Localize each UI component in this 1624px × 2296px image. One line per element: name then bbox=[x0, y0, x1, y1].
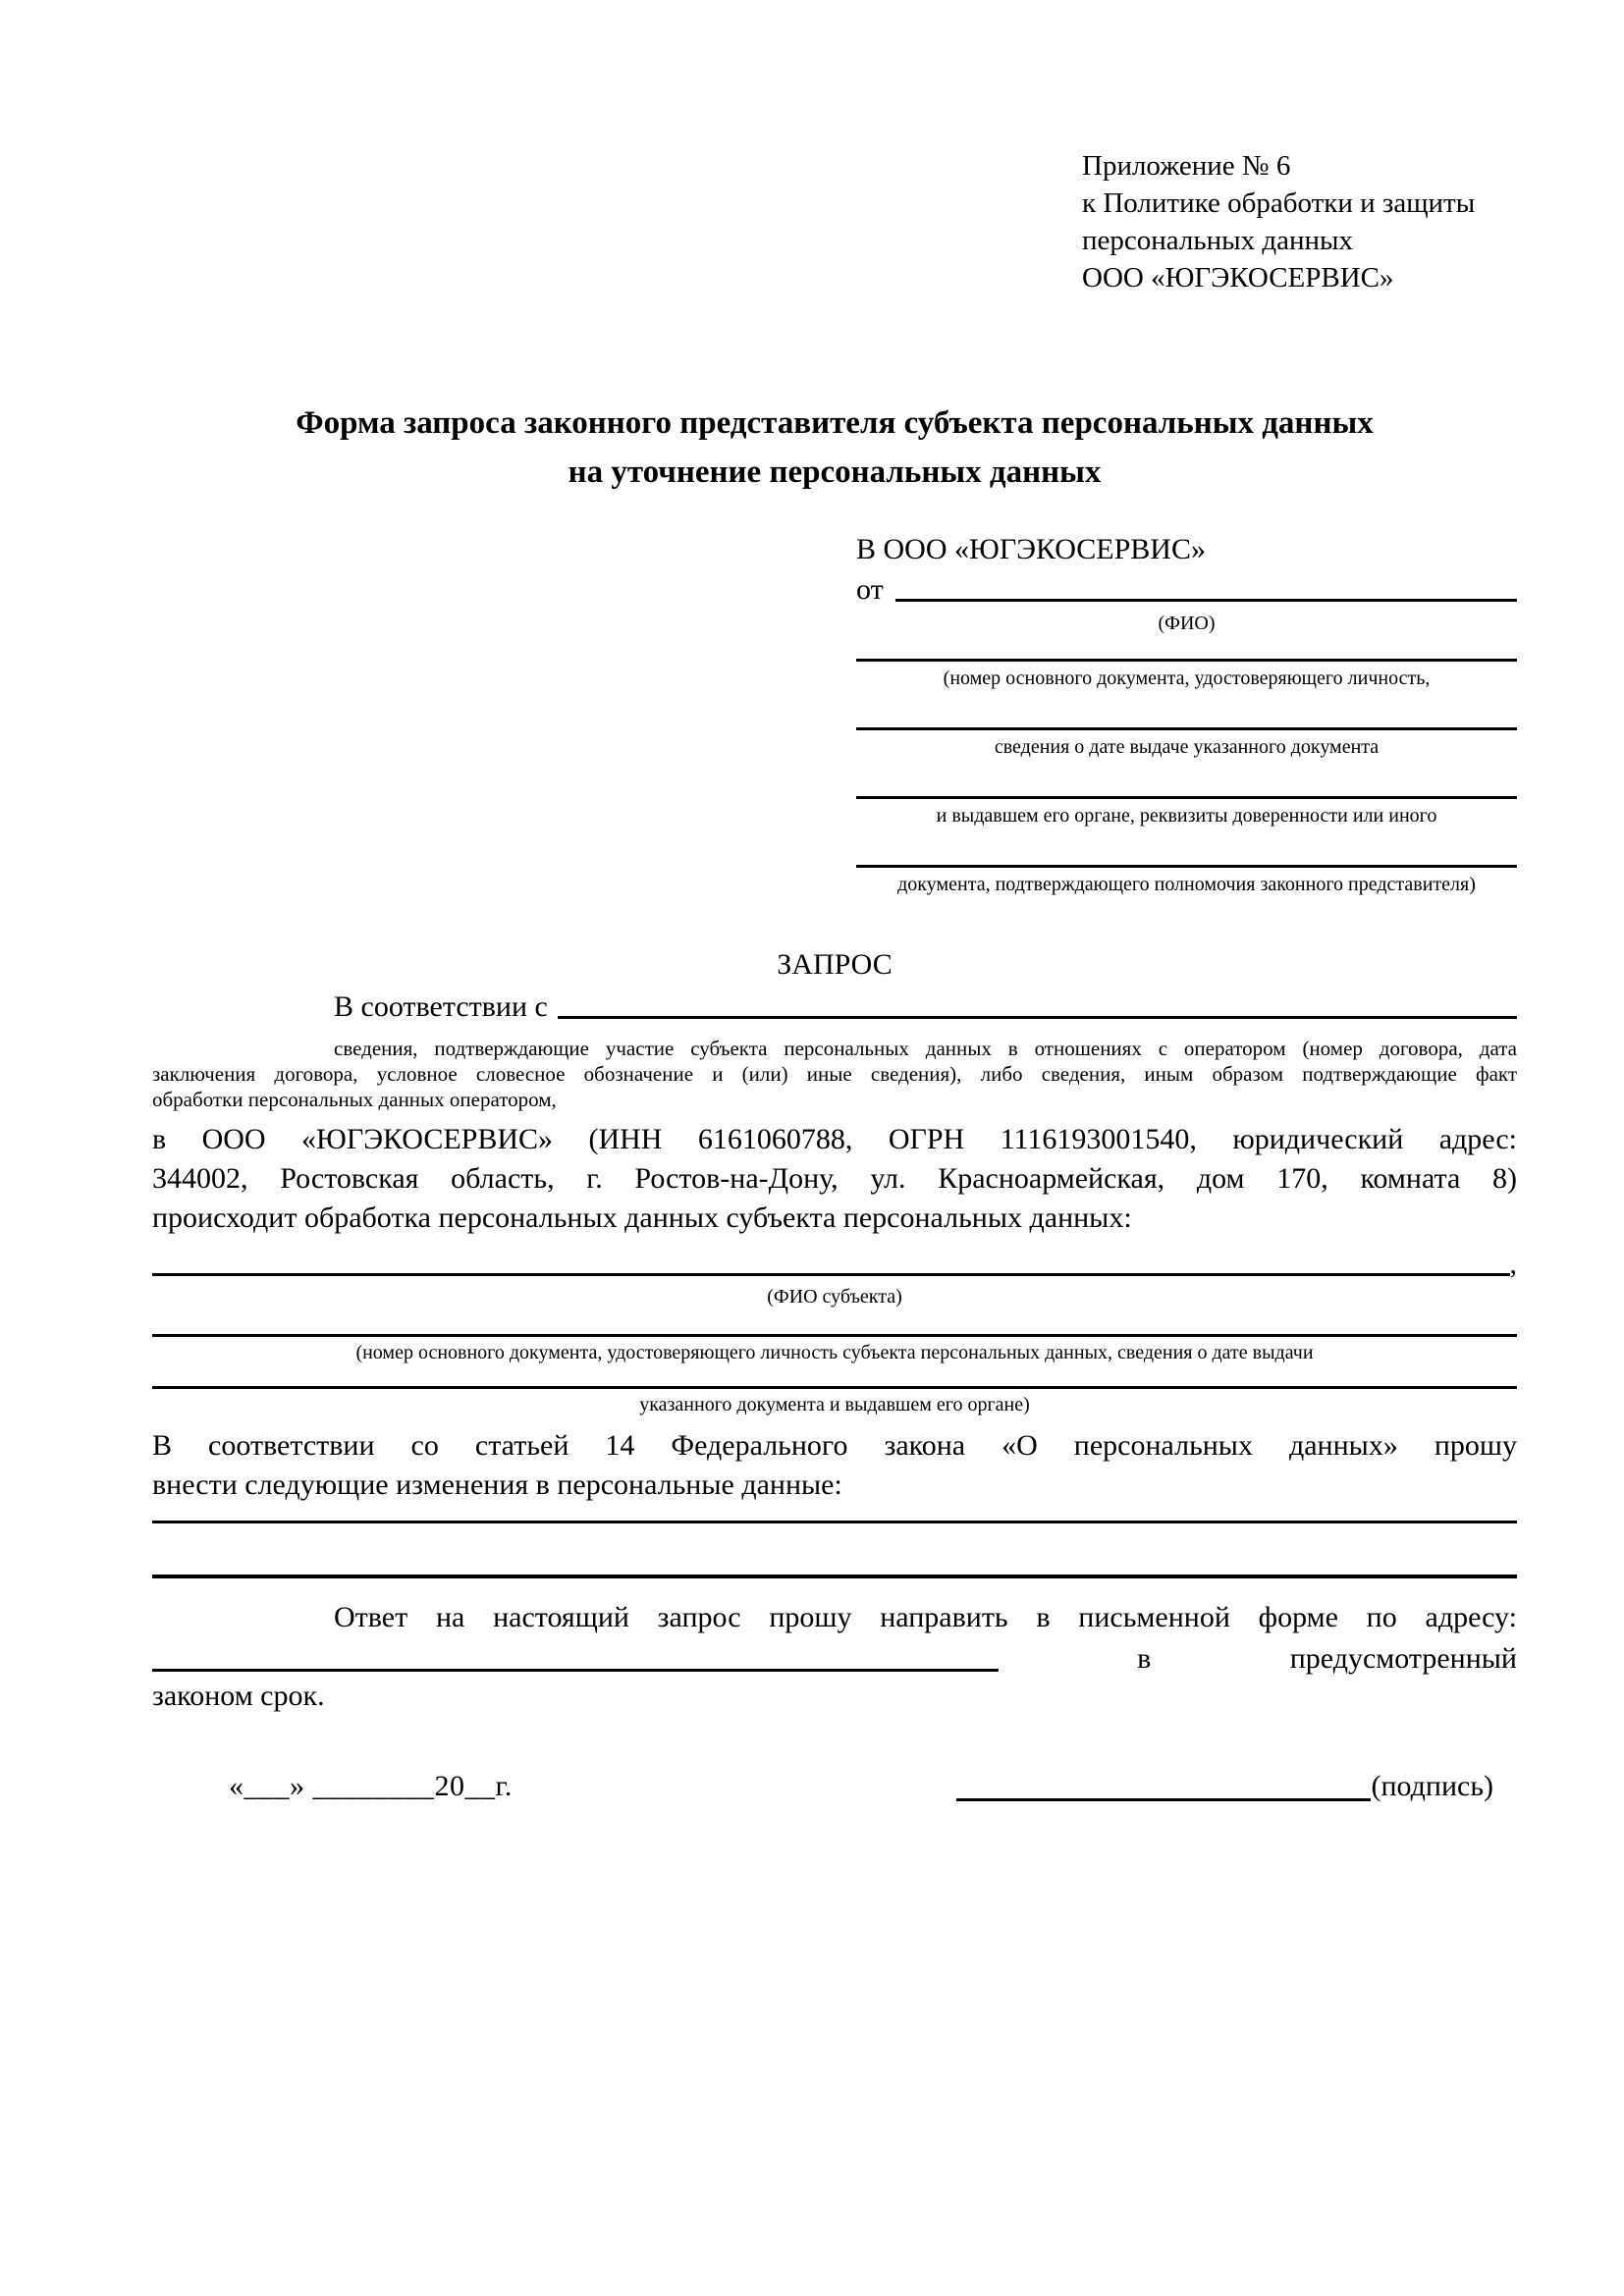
caption-subject-doc-1: (номер основного документа, удостоверяющего личность субъекта персональных данных, сведения о дате выдачи bbox=[355, 1342, 1314, 1363]
blank-field-changes-1 bbox=[152, 1521, 1517, 1523]
form-title bbox=[152, 399, 1517, 497]
law-line-2: внести следующие изменения в персональные данные: bbox=[152, 1468, 842, 1501]
footer-row bbox=[152, 1767, 1517, 1806]
signature-group bbox=[956, 1767, 1493, 1806]
form-title-line-1: Форма запроса законного представителя субъекта персональных данных bbox=[296, 405, 1374, 441]
blank-field-subject-doc-1 bbox=[152, 1334, 1517, 1337]
from-field-row bbox=[856, 569, 1517, 607]
from-label: от bbox=[856, 573, 884, 606]
annex-line-2: к Политике обработки и защиты bbox=[1082, 187, 1476, 219]
law-paragraph bbox=[152, 1426, 1517, 1505]
blank-field-subject-fio bbox=[152, 1273, 1510, 1276]
blank-field-representative-fio bbox=[895, 599, 1517, 602]
operator-line-3: происходит обработка персональных данных субъекта персональных данных: bbox=[152, 1201, 1132, 1234]
blank-field-changes-2 bbox=[152, 1575, 1517, 1578]
blank-field-address bbox=[152, 1669, 999, 1672]
blank-field-signature bbox=[956, 1798, 1371, 1801]
blank-field-representative-doc-3 bbox=[856, 796, 1517, 799]
caption-doc-1: (номер основного документа, удостоверяющего личность, bbox=[943, 667, 1431, 689]
caption-subject-doc-2: указанного документа и выдавшем его органе) bbox=[639, 1394, 1030, 1415]
operator-line-2: 344002, Ростовская область, г. Ростов-на-Дону, ул. Красноармейская, дом 170, комната 8) bbox=[152, 1162, 1517, 1195]
blank-field-subject-doc-2 bbox=[152, 1386, 1517, 1389]
date-field: «___» ________20__г. bbox=[229, 1770, 513, 1802]
basis-note-line-3: обработки персональных данных оператором, bbox=[152, 1088, 557, 1111]
basis-note-line-1: сведения, подтверждающие участие субъекта персональных данных в отношениях с оператором (номер договора, дата bbox=[334, 1037, 1517, 1060]
caption-doc-2: сведения о дате выдаче указанного документа bbox=[994, 736, 1380, 758]
reply-word-v: в bbox=[1137, 1642, 1152, 1675]
reply-line-1: Ответ на настоящий запрос прошу направить в письменной форме по адресу: bbox=[334, 1601, 1517, 1633]
blank-field-basis bbox=[558, 1016, 1517, 1019]
subject-fio-field-row bbox=[152, 1244, 1517, 1281]
blank-field-representative-doc-1 bbox=[856, 659, 1517, 662]
addressee-organization: В ООО «ЮГЭКОСЕРВИС» bbox=[856, 533, 1206, 565]
operator-line-1: в ООО «ЮГЭКОСЕРВИС» (ИНН 6161060788, ОГРН 1116193001540, юридический адрес: bbox=[152, 1123, 1517, 1155]
annex-block bbox=[1082, 147, 1524, 296]
caption-subject-fio: (ФИО субъекта) bbox=[767, 1286, 902, 1308]
reply-address-row bbox=[152, 1637, 1517, 1677]
caption-fio: (ФИО) bbox=[1158, 613, 1216, 634]
annex-line-1: Приложение № 6 bbox=[1082, 150, 1291, 182]
annex-line-4: ООО «ЮГЭКОСЕРВИС» bbox=[1082, 262, 1394, 294]
blank-field-representative-doc-2 bbox=[856, 727, 1517, 730]
reply-word-predusmotrenny: предусмотренный bbox=[1289, 1642, 1517, 1675]
reply-line-3: законом срок. bbox=[152, 1680, 325, 1712]
request-heading: ЗАПРОС bbox=[777, 948, 893, 981]
blank-field-representative-doc-4 bbox=[856, 865, 1517, 868]
basis-label: В соответствии с bbox=[334, 990, 548, 1023]
law-line-1: В соответствии со статьей 14 Федерального закона «О персональных данных» прошу bbox=[152, 1429, 1517, 1462]
addressee-block bbox=[856, 530, 1517, 896]
signature-caption: (подпись) bbox=[1371, 1770, 1493, 1802]
basis-note bbox=[152, 1036, 1517, 1112]
subject-fio-comma: , bbox=[1509, 1248, 1517, 1280]
caption-doc-4: документа, подтверждающего полномочия законного представителя) bbox=[897, 874, 1476, 895]
form-title-line-2: на уточнение персональных данных bbox=[568, 454, 1102, 490]
annex-line-3: персональных данных bbox=[1082, 225, 1354, 256]
operator-paragraph bbox=[152, 1120, 1517, 1238]
caption-doc-3: и выдавшем его органе, реквизиты доверенности или иного bbox=[936, 805, 1437, 827]
basis-field-row bbox=[152, 985, 1517, 1024]
basis-note-line-2: заключения договора, условное словесное обозначение и (или) иные сведения), либо сведения, иным образом подтверждающие факт bbox=[152, 1062, 1517, 1086]
